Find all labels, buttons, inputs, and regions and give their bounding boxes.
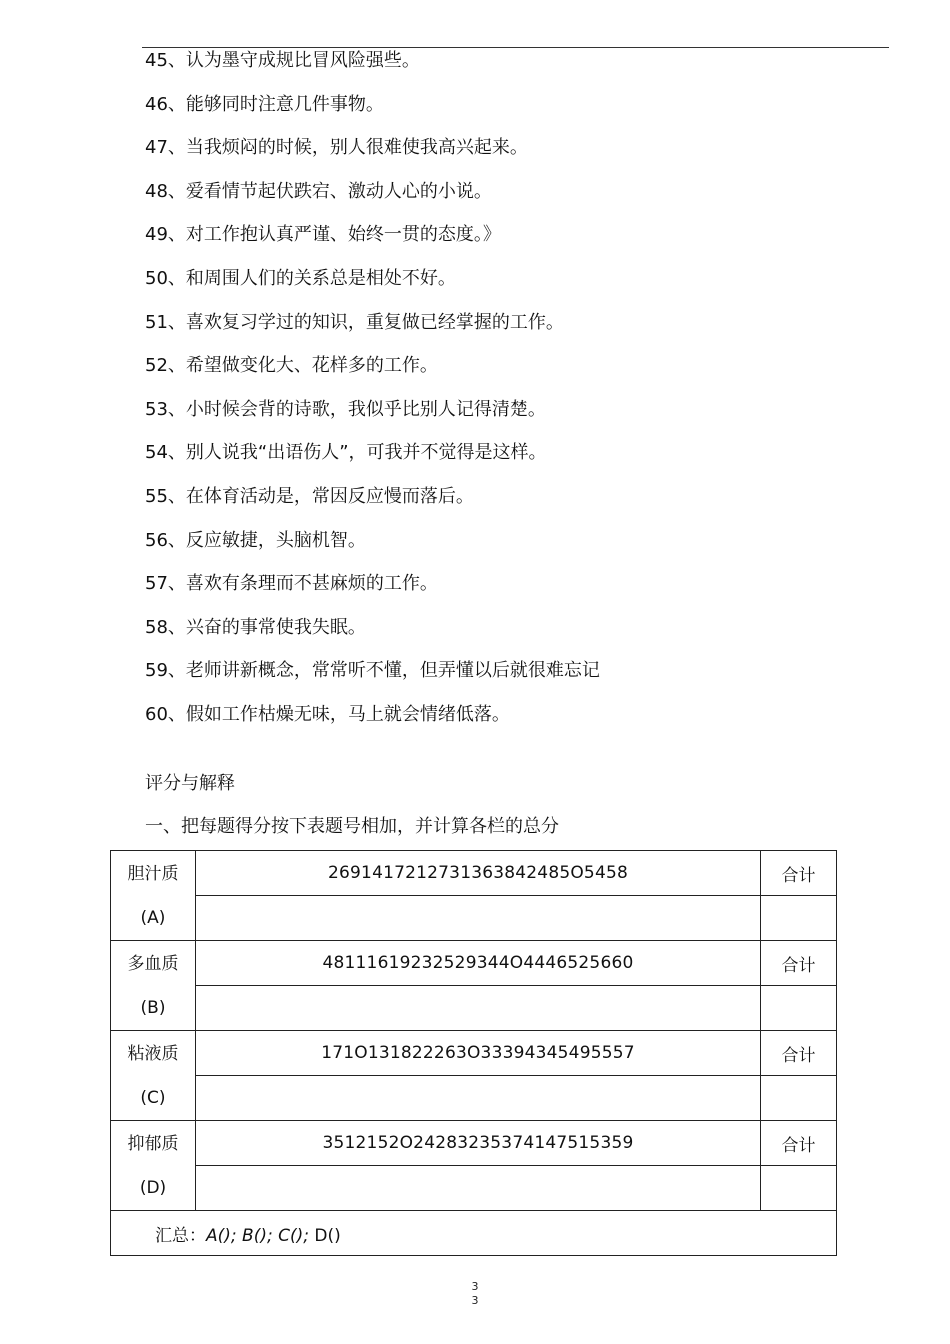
page-number [0, 1280, 950, 1308]
question-numbers: 48111619232529344O4446525660 [196, 941, 761, 986]
page-number-line: 3 [471, 1280, 479, 1293]
temperament-name: 胆汁质 [127, 863, 179, 884]
total-label: 合计 [761, 1121, 837, 1166]
score-entry-cell[interactable] [196, 1076, 761, 1121]
instruction-text: 一、把每题得分按下表题号相加，并计算各栏的总分 [145, 816, 559, 837]
list-item: 57、喜欢有条理而不甚麻烦的工作。 [145, 573, 438, 595]
list-item: 59、老师讲新概念，常常听不懂，但弄懂以后就很难忘记 [145, 660, 600, 682]
temperament-cell [111, 851, 196, 941]
score-entry-cell[interactable] [196, 986, 761, 1031]
total-entry-cell[interactable] [761, 896, 837, 941]
temperament-name: 粘液质 [127, 1043, 179, 1064]
list-item: 45、认为墨守成规比冒风险强些。 [145, 50, 420, 71]
list-item: 60、假如工作枯燥无味，马上就会情绪低落。 [145, 703, 510, 725]
table-row [111, 986, 837, 1031]
total-entry-cell[interactable] [761, 986, 837, 1031]
summary-items: A(); B(); C(); [206, 1225, 315, 1246]
score-entry-cell[interactable] [196, 896, 761, 941]
list-item: 46、能够同时注意几件事物。 [145, 93, 384, 115]
list-item: 49、对工作抱认真严谨、始终一贯的态度。》 [145, 224, 501, 246]
question-numbers: 3512152O24283235374147515359 [196, 1121, 761, 1166]
list-item: 52、希望做变化大、花样多的工作。 [145, 355, 438, 377]
total-entry-cell[interactable] [761, 1076, 837, 1121]
summary-prefix: 汇总： [155, 1225, 206, 1246]
list-item: 53、小时候会背的诗歌，我似乎比别人记得清楚。 [145, 398, 546, 420]
temperament-code: (C) [140, 1087, 166, 1108]
score-entry-cell[interactable] [196, 1166, 761, 1211]
list-item: 51、喜欢复习学过的知识，重复做已经掌握的工作。 [145, 311, 564, 333]
temperament-cell [111, 1031, 196, 1121]
list-item: 56、反应敏捷，头脑机智。 [145, 529, 366, 551]
question-numbers: 2691417212731363842485O5458 [196, 851, 761, 896]
section-title: 评分与解释 [145, 773, 235, 794]
table-row [111, 1121, 837, 1166]
summary-cell [111, 1211, 837, 1256]
table-row [111, 896, 837, 941]
page-number-line: 3 [471, 1294, 479, 1307]
temperament-cell [111, 941, 196, 1031]
scoring-table [110, 850, 837, 1256]
table-row [111, 1031, 837, 1076]
list-item: 58、兴奋的事常使我失眠。 [145, 616, 366, 638]
total-label: 合计 [761, 941, 837, 986]
list-item: 47、当我烦闷的时候，别人很难使我高兴起来。 [145, 137, 528, 159]
total-label: 合计 [761, 851, 837, 896]
temperament-code: (D) [139, 1177, 167, 1198]
summary-row [111, 1211, 837, 1256]
table-row [111, 1076, 837, 1121]
table-row [111, 941, 837, 986]
summary-tail: D() [314, 1225, 341, 1246]
table-row [111, 1166, 837, 1211]
table-row [111, 851, 837, 896]
list-item: 50、和周围人们的关系总是相处不好。 [145, 267, 456, 289]
question-numbers: 171O131822263O33394345495557 [196, 1031, 761, 1076]
list-item: 54、别人说我“出语伤人”，可我并不觉得是这样。 [145, 442, 547, 464]
temperament-code: (B) [140, 997, 166, 1018]
list-item: 48、爱看情节起伏跌宕、激动人心的小说。 [145, 180, 492, 202]
temperament-cell [111, 1121, 196, 1211]
total-label: 合计 [761, 1031, 837, 1076]
temperament-name: 抑郁质 [127, 1133, 179, 1154]
temperament-name: 多血质 [127, 953, 179, 974]
question-list [145, 46, 600, 744]
temperament-code: (A) [140, 907, 166, 928]
list-item: 55、在体育活动是，常因反应慢而落后。 [145, 485, 474, 507]
total-entry-cell[interactable] [761, 1166, 837, 1211]
